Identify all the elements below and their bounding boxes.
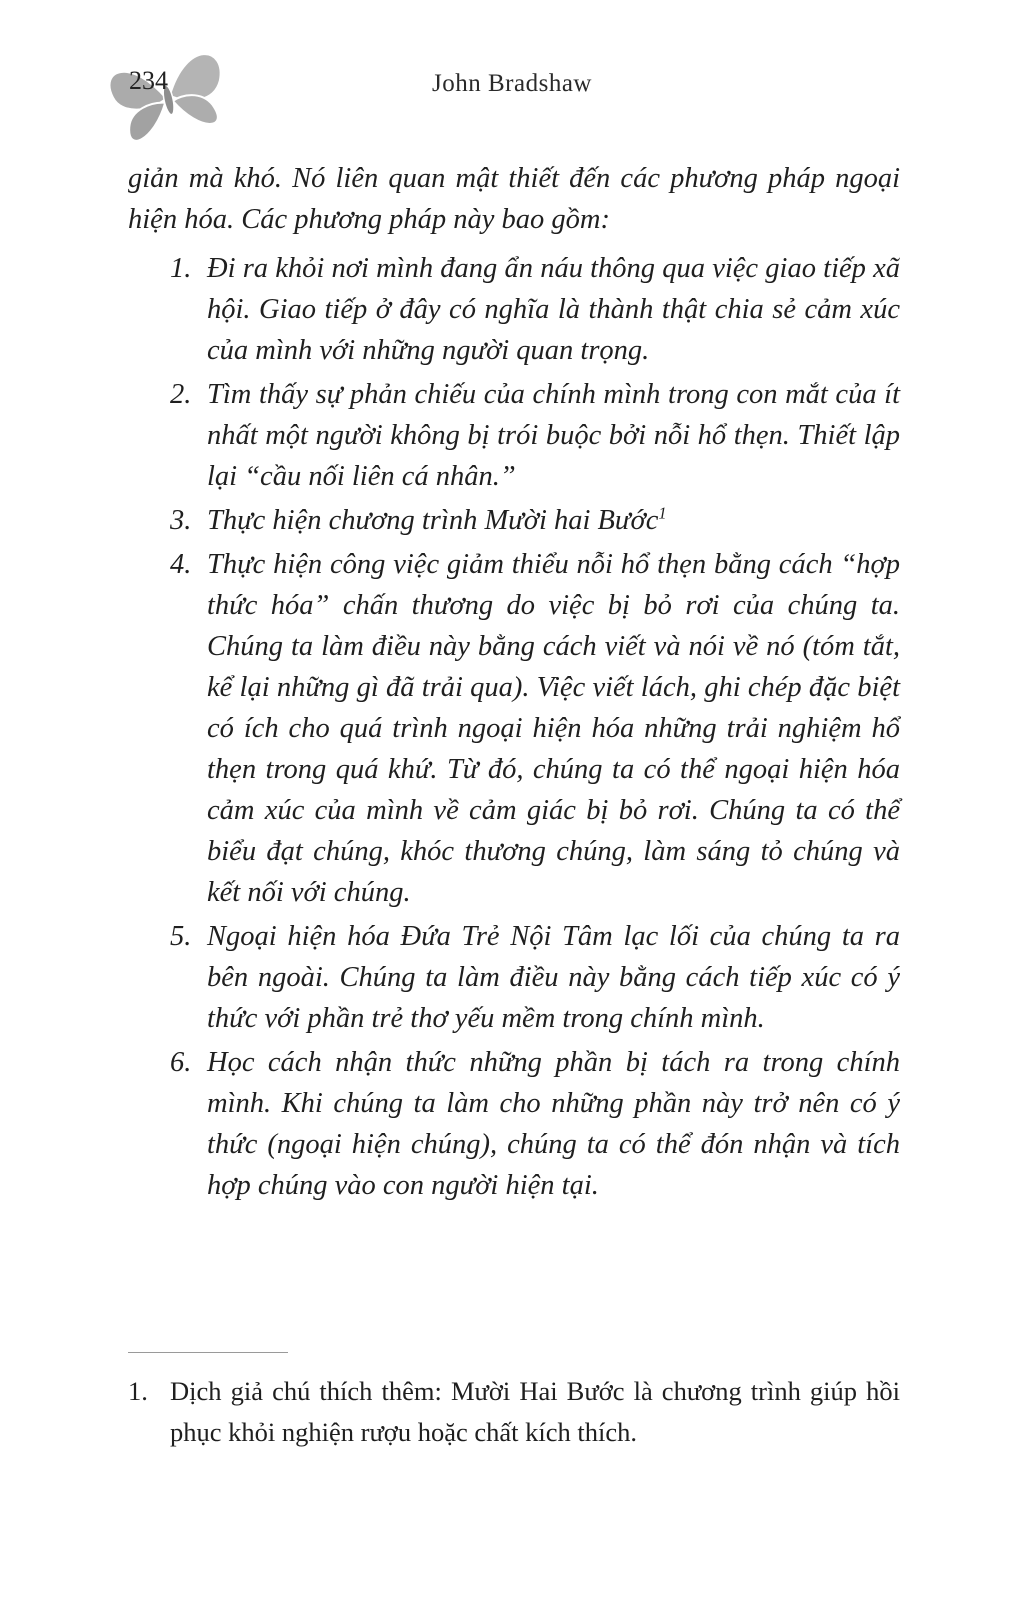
list-item-number: 5.: [170, 921, 192, 952]
list-item: [128, 916, 900, 1039]
list-item-text: Học cách nhận thức những phần bị tách ra trong chính mình. Khi chúng ta làm cho những phần này trở nên có ý thức (ngoại hiện chúng), chúng ta có thể đón nhận và tích hợp chúng vào con người hiện tại.: [207, 1047, 900, 1201]
page-body: [128, 158, 900, 1206]
list-item: [128, 1042, 900, 1206]
list-item-number: 1.: [170, 253, 192, 284]
list-item-text: Thực hiện công việc giảm thiểu nỗi hổ thẹn bằng cách “hợp thức hóa” chấn thương do việc bị bỏ rơi của chúng ta. Chúng ta làm điều này bằng cách viết và nói về nó (tóm tắt, kể lại những gì đã trải qua). Việc viết lách, ghi chép đặc biệt có ích cho quá trình ngoại hiện hóa những trải nghiệm hổ thẹn trong quá khứ. Từ đó, chúng ta có thể ngoại hiện hóa cảm xúc của mình về cảm giác bị bỏ rơi. Chúng ta có thể biểu đạt chúng, khóc thương chúng, làm sáng tỏ chúng và kết nối với chúng.: [207, 549, 900, 908]
list-item: [128, 500, 900, 541]
running-header: John Bradshaw: [432, 70, 592, 97]
list-item: [128, 374, 900, 497]
list-item-text: Ngoại hiện hóa Đứa Trẻ Nội Tâm lạc lối của chúng ta ra bên ngoài. Chúng ta làm điều này bằng cách tiếp xúc có ý thức với phần trẻ thơ yếu mềm trong chính mình.: [207, 921, 900, 1034]
page-number: 234: [129, 66, 168, 95]
footnote-divider: [128, 1352, 288, 1353]
list-item-number: 4.: [170, 549, 192, 580]
list-item-text: Tìm thấy sự phản chiếu của chính mình trong con mắt của ít nhất một người không bị trói buộc bởi nỗi hổ thẹn. Thiết lập lại “cầu nối liên cá nhân.”: [207, 379, 900, 492]
footnote-area: [128, 1352, 900, 1453]
list-item-text-inline: Thực hiện chương trình Mười hai Bước: [207, 505, 659, 536]
intro-paragraph: giản mà khó. Nó liên quan mật thiết đến các phương pháp ngoại hiện hóa. Các phương pháp này bao gồm:: [128, 163, 900, 235]
footnote-text: Dịch giả chú thích thêm: Mười Hai Bước là chương trình giúp hồi phục khỏi nghiện rượu hoặc chất kích thích.: [170, 1376, 900, 1447]
numbered-list: [128, 248, 900, 1206]
list-item-number: 3.: [170, 505, 192, 536]
list-item-number: 6.: [170, 1047, 192, 1078]
footnote-number: 1.: [128, 1376, 148, 1406]
footnote: [128, 1371, 900, 1453]
list-item-text: [207, 500, 900, 541]
list-item-number: 2.: [170, 379, 192, 410]
list-item: [128, 248, 900, 371]
footnote-reference: 1: [658, 503, 667, 523]
list-item-text: Đi ra khỏi nơi mình đang ẩn náu thông qua việc giao tiếp xã hội. Giao tiếp ở đây có nghĩa là thành thật chia sẻ cảm xúc của mình với những người quan trọng.: [207, 253, 900, 366]
list-item: [128, 544, 900, 913]
